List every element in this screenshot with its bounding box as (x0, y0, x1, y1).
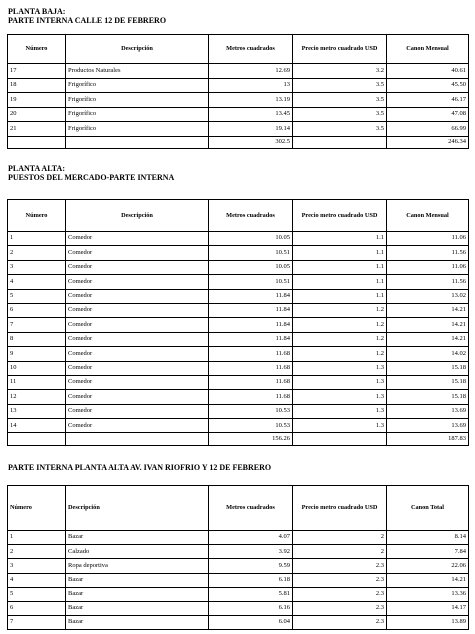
row-canon: 66.99 (387, 122, 469, 137)
table-row (8, 545, 469, 559)
row-area: 9.59 (209, 559, 293, 573)
row-price: 3.2 (293, 64, 387, 79)
row-price: 1.1 (293, 289, 387, 303)
row-description: Comedor (66, 318, 209, 332)
row-number: 1 (8, 531, 66, 545)
table-row (8, 375, 469, 389)
row-canon: 13.36 (387, 587, 469, 601)
row-area: 11.84 (209, 289, 293, 303)
row-canon: 8.14 (387, 531, 469, 545)
row-price: 1.3 (293, 404, 387, 418)
section-3-table (7, 485, 469, 630)
row-number: 7 (8, 318, 66, 332)
header-metros: Metros cuadrados (209, 200, 293, 232)
row-canon: 11.06 (387, 260, 469, 274)
row-canon: 47.08 (387, 107, 469, 122)
row-description: Bazar (66, 573, 209, 587)
row-area: 11.84 (209, 303, 293, 317)
row-canon: 14.02 (387, 347, 469, 361)
row-description: Calzado (66, 545, 209, 559)
header-metros: Metros cuadrados (209, 486, 293, 531)
row-area: 11.68 (209, 347, 293, 361)
row-number: 5 (8, 289, 66, 303)
row-description: Comedor (66, 332, 209, 346)
row-price: 3.5 (293, 78, 387, 93)
row-canon: 40.61 (387, 64, 469, 79)
table-row (8, 122, 469, 137)
row-number: 11 (8, 375, 66, 389)
row-canon: 11.56 (387, 246, 469, 260)
row-area: 10.51 (209, 246, 293, 260)
row-number: 18 (8, 78, 66, 93)
row-area: 10.05 (209, 232, 293, 246)
row-number: 3 (8, 260, 66, 274)
table-row (8, 559, 469, 573)
table-row (8, 246, 469, 260)
row-canon: 45.50 (387, 78, 469, 93)
table-row (8, 390, 469, 404)
row-number: 8 (8, 332, 66, 346)
header-canon: Canon Mensual (387, 35, 469, 64)
row-description: Frigorífico (66, 107, 209, 122)
row-canon: 13.89 (387, 616, 469, 630)
table-header-row (8, 35, 469, 64)
table-row (8, 303, 469, 317)
row-price: 1.1 (293, 260, 387, 274)
row-price: 2 (293, 545, 387, 559)
row-area: 11.68 (209, 375, 293, 389)
row-description: Comedor (66, 347, 209, 361)
row-description: Comedor (66, 303, 209, 317)
row-canon: 11.06 (387, 232, 469, 246)
section-2-body (8, 232, 469, 433)
row-description: Bazar (66, 531, 209, 545)
row-number: 6 (8, 601, 66, 615)
header-descripcion: Descripción (66, 486, 209, 531)
section-3-body (8, 531, 469, 630)
row-price: 2.3 (293, 587, 387, 601)
row-canon: 13.69 (387, 404, 469, 418)
table-row (8, 232, 469, 246)
table-row (8, 260, 469, 274)
row-description: Comedor (66, 375, 209, 389)
header-numero: Número (8, 35, 66, 64)
row-price: 1.3 (293, 419, 387, 433)
row-area: 5.81 (209, 587, 293, 601)
table-row (8, 78, 469, 93)
section-2-total-row (8, 433, 469, 446)
row-canon: 13.02 (387, 289, 469, 303)
table-row (8, 347, 469, 361)
row-number: 21 (8, 122, 66, 137)
row-price: 1.2 (293, 332, 387, 346)
row-area: 4.07 (209, 531, 293, 545)
row-price: 1.1 (293, 232, 387, 246)
row-number: 12 (8, 390, 66, 404)
header-precio: Precio metro cuadrado USD (293, 486, 387, 531)
row-price: 2.3 (293, 573, 387, 587)
row-number: 4 (8, 573, 66, 587)
row-area: 10.53 (209, 404, 293, 418)
section-2-title-line1: PLANTA ALTA: (8, 164, 65, 173)
row-description: Comedor (66, 404, 209, 418)
row-area: 11.84 (209, 332, 293, 346)
row-canon: 46.17 (387, 93, 469, 108)
row-area: 10.05 (209, 260, 293, 274)
section-1-body (8, 64, 469, 137)
row-price: 3.5 (293, 122, 387, 137)
total-canon: 246.34 (387, 136, 469, 148)
row-description: Frigorífico (66, 78, 209, 93)
row-canon: 15.18 (387, 390, 469, 404)
row-price: 2.3 (293, 559, 387, 573)
table-header-row (8, 200, 469, 232)
row-description: Ropa deportiva (66, 559, 209, 573)
row-description: Comedor (66, 260, 209, 274)
total-cell-empty (8, 433, 66, 446)
row-number: 19 (8, 93, 66, 108)
section-1-total-row (8, 136, 469, 148)
section-1-table (7, 34, 469, 149)
section-1-title (8, 7, 166, 25)
table-row (8, 332, 469, 346)
table-row (8, 289, 469, 303)
row-canon: 15.18 (387, 361, 469, 375)
row-description: Comedor (66, 361, 209, 375)
total-cell-empty (293, 136, 387, 148)
row-area: 10.53 (209, 419, 293, 433)
row-price: 3.5 (293, 107, 387, 122)
row-description: Comedor (66, 390, 209, 404)
table-row (8, 404, 469, 418)
row-number: 7 (8, 616, 66, 630)
table-header-row (8, 486, 469, 531)
table-row (8, 587, 469, 601)
section-3-title (8, 463, 271, 472)
table-row (8, 531, 469, 545)
row-canon: 14.21 (387, 573, 469, 587)
row-area: 6.04 (209, 616, 293, 630)
row-area: 10.51 (209, 275, 293, 289)
header-numero: Número (8, 486, 66, 531)
row-area: 6.18 (209, 573, 293, 587)
table-row (8, 93, 469, 108)
header-canon: Canon Mensual (387, 200, 469, 232)
row-description: Bazar (66, 587, 209, 601)
row-area: 6.16 (209, 601, 293, 615)
row-number: 2 (8, 545, 66, 559)
row-number: 5 (8, 587, 66, 601)
row-description: Comedor (66, 232, 209, 246)
row-area: 13.19 (209, 93, 293, 108)
total-area: 302.5 (209, 136, 293, 148)
row-description: Frigorífico (66, 122, 209, 137)
row-price: 1.2 (293, 303, 387, 317)
row-number: 4 (8, 275, 66, 289)
row-description: Frigorífico (66, 93, 209, 108)
header-descripcion: Descripción (66, 35, 209, 64)
row-area: 13 (209, 78, 293, 93)
section-1-title-line2: PARTE INTERNA CALLE 12 DE FEBRERO (8, 16, 167, 25)
total-area: 156.26 (209, 433, 293, 446)
header-canon: Canon Total (387, 486, 469, 531)
row-number: 3 (8, 559, 66, 573)
header-metros: Metros cuadrados (209, 35, 293, 64)
table-row (8, 601, 469, 615)
table-row (8, 573, 469, 587)
row-canon: 14.21 (387, 318, 469, 332)
row-number: 14 (8, 419, 66, 433)
row-price: 1.1 (293, 246, 387, 260)
row-price: 1.2 (293, 347, 387, 361)
row-description: Comedor (66, 419, 209, 433)
total-cell-empty (66, 136, 209, 148)
row-canon: 15.18 (387, 375, 469, 389)
row-canon: 13.69 (387, 419, 469, 433)
row-description: Bazar (66, 616, 209, 630)
row-price: 1.3 (293, 361, 387, 375)
row-number: 1 (8, 232, 66, 246)
row-description: Comedor (66, 289, 209, 303)
row-number: 17 (8, 64, 66, 79)
header-numero: Número (8, 200, 66, 232)
row-price: 2.3 (293, 601, 387, 615)
total-cell-empty (293, 433, 387, 446)
header-precio: Precio metro cuadrado USD (293, 200, 387, 232)
section-2-table (7, 199, 469, 446)
total-cell-empty (8, 136, 66, 148)
section-3-title-line1: PARTE INTERNA PLANTA ALTA AV. IVAN RIOFRIO Y 12 DE FEBRERO (8, 463, 272, 472)
row-price: 1.3 (293, 375, 387, 389)
row-price: 1.3 (293, 390, 387, 404)
row-area: 11.84 (209, 318, 293, 332)
row-number: 2 (8, 246, 66, 260)
row-area: 19.14 (209, 122, 293, 137)
table-row (8, 64, 469, 79)
section-1-title-line1: PLANTA BAJA: (8, 7, 66, 16)
row-area: 12.69 (209, 64, 293, 79)
row-price: 3.5 (293, 93, 387, 108)
table-row (8, 107, 469, 122)
row-description: Comedor (66, 275, 209, 289)
row-description: Comedor (66, 246, 209, 260)
row-canon: 14.21 (387, 303, 469, 317)
row-canon: 14.17 (387, 601, 469, 615)
row-canon: 7.84 (387, 545, 469, 559)
section-2-title-line2: PUESTOS DEL MERCADO-PARTE INTERNA (8, 173, 175, 182)
total-canon: 187.83 (387, 433, 469, 446)
row-price: 1.1 (293, 275, 387, 289)
row-description: Productos Naturales (66, 64, 209, 79)
row-price: 2 (293, 531, 387, 545)
row-number: 9 (8, 347, 66, 361)
total-cell-empty (66, 433, 209, 446)
row-price: 2.3 (293, 616, 387, 630)
row-price: 1.2 (293, 318, 387, 332)
table-row (8, 361, 469, 375)
header-precio: Precio metro cuadrado USD (293, 35, 387, 64)
row-area: 11.68 (209, 390, 293, 404)
row-number: 20 (8, 107, 66, 122)
row-number: 6 (8, 303, 66, 317)
row-area: 3.92 (209, 545, 293, 559)
table-row (8, 419, 469, 433)
row-number: 13 (8, 404, 66, 418)
table-row (8, 275, 469, 289)
row-canon: 11.56 (387, 275, 469, 289)
row-canon: 14.21 (387, 332, 469, 346)
table-row (8, 616, 469, 630)
section-2-title (8, 164, 174, 182)
row-area: 11.68 (209, 361, 293, 375)
table-row (8, 318, 469, 332)
header-descripcion: Descripción (66, 200, 209, 232)
row-description: Bazar (66, 601, 209, 615)
row-canon: 22.06 (387, 559, 469, 573)
row-area: 13.45 (209, 107, 293, 122)
row-number: 10 (8, 361, 66, 375)
